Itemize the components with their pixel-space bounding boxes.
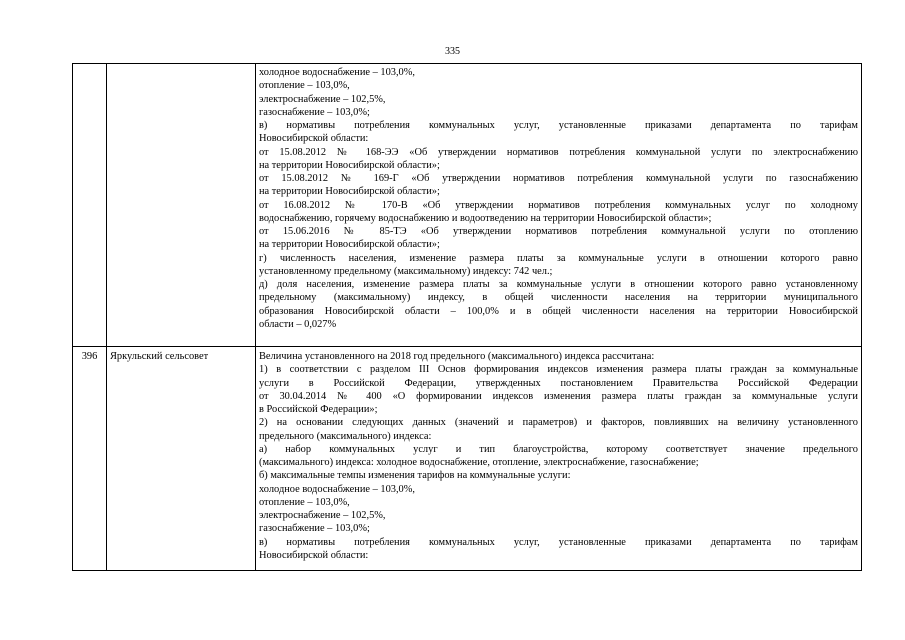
description-line: образования Новосибирской области – 100,0% и в общей численности населения на территории Новосибирской (259, 305, 858, 317)
description-line: от 15.08.2012 № 169-Г «Об утверждении нормативов потребления коммунальной услуги по газоснабжению (259, 173, 858, 184)
description-line: на территории Новосибирской области»; (259, 186, 440, 198)
description-line: от 15.06.2016 № 85-ТЭ «Об утверждении нормативов потребления коммунальной услуги по отоплению (259, 226, 858, 237)
description-line: водоснабжению, горячему водоснабжению и водоотведению на территории Новосибирской области»; (259, 212, 712, 224)
description-line: области – 0,027% (259, 318, 337, 330)
table-row (73, 64, 862, 347)
page-number: 335 (445, 46, 460, 57)
description-line: от 15.08.2012 № 168-ЭЭ «Об утверждении нормативов потребления коммунальной услуги по электроснабжению (259, 146, 858, 158)
row-description (256, 64, 862, 347)
description-line: газоснабжение – 103,0%; (259, 106, 370, 118)
description-line: газоснабжение – 103,0%; (259, 523, 370, 535)
description-line: электроснабжение – 102,5%, (259, 93, 386, 105)
description-line: отопление – 103,0%, (259, 80, 350, 92)
description-line: услуги в Российской Федерации, утвержденных постановлением Правительства Российской Федерации (259, 377, 858, 389)
description-line: на территории Новосибирской области»; (259, 159, 440, 171)
description-line: Новосибирской области: (259, 549, 369, 561)
description-line: д) доля населения, изменение размера платы за коммунальные услуги в отношении которого равно установленному (259, 279, 858, 290)
description-line: 1) в соответствии с разделом III Основ формирования индексов изменения размера платы граждан за коммунальные (259, 364, 858, 376)
description-line: а) набор коммунальных услуг и тип благоустройства, которому соответствует значение предельного (259, 443, 858, 455)
description-line: (максимального) индекса: холодное водоснабжение, отопление, электроснабжение, газоснабжение; (259, 457, 699, 468)
description-line: от 30.04.2014 № 400 «О формировании индексов изменения размера платы граждан за коммунальные услуги (259, 390, 858, 402)
description-line: в) нормативы потребления коммунальных услуг, установленные приказами департамента по тарифам (259, 536, 858, 548)
description-line: на территории Новосибирской области»; (259, 239, 440, 251)
description-line: Новосибирской области: (259, 133, 369, 145)
row-description (256, 347, 862, 571)
description-line: б) максимальные темпы изменения тарифов на коммунальные услуги: (259, 470, 571, 482)
description-line: предельному (максимальному) индексу, в общей численности населения на территории муниципального (259, 292, 858, 304)
municipality-name: Яркульский сельсовет (107, 347, 256, 571)
table-row (73, 347, 862, 571)
description-line: в) нормативы потребления коммунальных услуг, установленные приказами департамента по тарифам (259, 120, 858, 131)
municipality-name (107, 64, 256, 347)
description-line: от 16.08.2012 № 170-В «Об утверждении нормативов потребления коммунальных услуг по холодному (259, 199, 858, 211)
description-line: в Российской Федерации»; (259, 404, 378, 415)
description-line: электроснабжение – 102,5%, (259, 510, 386, 521)
description-line: установленному предельному (максимальному) индексу: 742 чел.; (259, 265, 553, 277)
description-line: отопление – 103,0%, (259, 496, 350, 508)
row-number (73, 64, 107, 347)
index-table (72, 63, 862, 571)
row-number: 396 (73, 347, 107, 571)
description-line: предельного (максимального) индекса: (259, 430, 432, 442)
description-line: г) численность населения, изменение размера платы за коммунальные услуги в отношении которого равно (259, 252, 858, 264)
description-line: 2) на основании следующих данных (значений и параметров) и факторов, повлиявших на величину установленного (259, 417, 858, 429)
description-line: Величина установленного на 2018 год предельного (максимального) индекса рассчитана: (259, 351, 655, 362)
description-line: холодное водоснабжение – 103,0%, (259, 67, 416, 78)
description-line: холодное водоснабжение – 103,0%, (259, 483, 416, 495)
